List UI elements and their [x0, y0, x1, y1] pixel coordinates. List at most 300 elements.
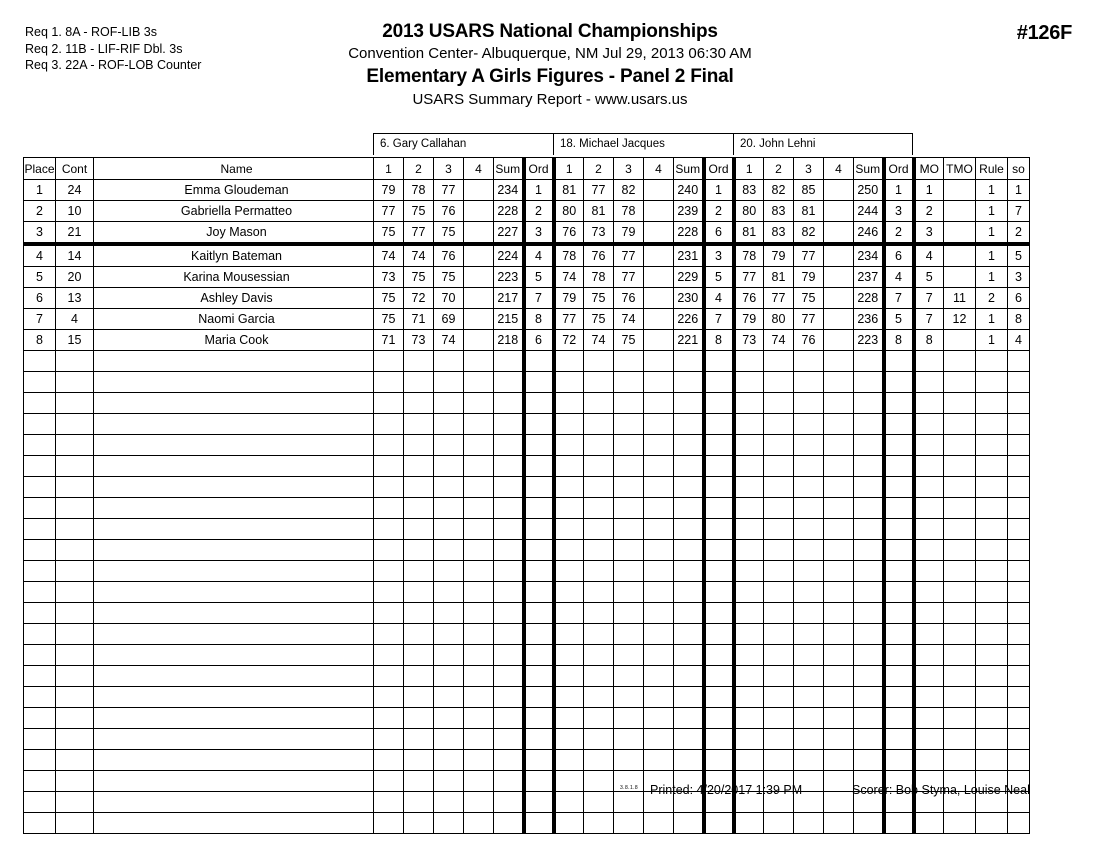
cell-empty	[914, 813, 944, 834]
cell-empty	[854, 456, 884, 477]
cell-empty	[644, 813, 674, 834]
cell-empty	[734, 414, 764, 435]
cell-empty	[884, 582, 914, 603]
cell-j1-sum: 228	[494, 201, 524, 222]
cell-empty	[794, 393, 824, 414]
cell-empty	[94, 456, 374, 477]
cell-empty	[374, 624, 404, 645]
cell-empty	[494, 582, 524, 603]
cell-empty	[584, 435, 614, 456]
cell-empty	[734, 624, 764, 645]
cell-empty	[1008, 582, 1030, 603]
cell-empty	[824, 372, 854, 393]
cell-empty	[614, 645, 644, 666]
cell-empty	[914, 435, 944, 456]
cell-total-majority-ordinal	[944, 267, 976, 288]
cell-majority-ordinal: 4	[914, 244, 944, 267]
col-header-so: so	[1008, 158, 1030, 180]
cell-empty	[464, 729, 494, 750]
cell-empty	[614, 414, 644, 435]
cell-empty	[674, 456, 704, 477]
cell-empty	[734, 603, 764, 624]
cell-j1-figure-4	[464, 244, 494, 267]
cell-empty	[884, 813, 914, 834]
cell-empty	[464, 561, 494, 582]
cell-empty	[434, 519, 464, 540]
cell-empty	[764, 813, 794, 834]
cell-empty	[494, 498, 524, 519]
cell-empty	[644, 645, 674, 666]
cell-empty	[734, 582, 764, 603]
cell-majority-ordinal: 5	[914, 267, 944, 288]
cell-empty	[854, 351, 884, 372]
cell-skate-order: 5	[1008, 244, 1030, 267]
cell-j3-figure-4	[824, 201, 854, 222]
cell-j1-ord: 3	[524, 222, 554, 245]
cell-empty	[404, 393, 434, 414]
cell-empty	[464, 456, 494, 477]
requirement-item: Req 1. 8A - ROF-LIB 3s	[25, 25, 157, 39]
col-header-j2-sum: Sum	[674, 158, 704, 180]
cell-empty	[94, 687, 374, 708]
cell-j3-ord: 8	[884, 330, 914, 351]
cell-empty	[434, 645, 464, 666]
cell-empty	[794, 624, 824, 645]
cell-empty	[374, 414, 404, 435]
cell-empty	[434, 750, 464, 771]
cell-empty	[884, 351, 914, 372]
cell-empty	[404, 540, 434, 561]
cell-empty	[914, 645, 944, 666]
cell-j2-figure-3: 75	[614, 330, 644, 351]
cell-empty	[524, 372, 554, 393]
championship-title: 2013 USARS National Championships	[382, 21, 718, 42]
cell-empty	[584, 813, 614, 834]
cell-j3-figure-1: 78	[734, 244, 764, 267]
cell-empty	[94, 435, 374, 456]
cell-empty	[824, 813, 854, 834]
cell-j3-figure-3: 79	[794, 267, 824, 288]
cell-empty	[824, 498, 854, 519]
cell-empty	[704, 519, 734, 540]
cell-total-majority-ordinal	[944, 222, 976, 245]
cell-j3-figure-1: 81	[734, 222, 764, 245]
cell-j3-sum: 228	[854, 288, 884, 309]
cell-j2-figure-2: 75	[584, 288, 614, 309]
cell-empty	[94, 540, 374, 561]
cell-j3-figure-2: 81	[764, 267, 794, 288]
cell-empty	[854, 645, 884, 666]
cell-j3-ord: 5	[884, 309, 914, 330]
cell-empty	[56, 519, 94, 540]
cell-empty	[734, 540, 764, 561]
cell-skate-order: 1	[1008, 180, 1030, 201]
cell-empty	[524, 519, 554, 540]
cell-empty	[56, 729, 94, 750]
cell-empty	[734, 351, 764, 372]
table-row-empty	[24, 666, 1030, 687]
cell-j3-ord: 4	[884, 267, 914, 288]
cell-empty	[524, 561, 554, 582]
cell-empty	[704, 729, 734, 750]
cell-empty	[464, 435, 494, 456]
cell-empty	[764, 624, 794, 645]
cell-empty	[434, 351, 464, 372]
cell-empty	[644, 687, 674, 708]
cell-j3-figure-4	[824, 244, 854, 267]
cell-empty	[764, 456, 794, 477]
cell-empty	[704, 582, 734, 603]
cell-empty	[1008, 351, 1030, 372]
cell-empty	[464, 645, 494, 666]
cell-empty	[94, 708, 374, 729]
cell-j2-ord: 2	[704, 201, 734, 222]
cell-empty	[24, 477, 56, 498]
cell-empty	[854, 414, 884, 435]
cell-empty	[404, 624, 434, 645]
cell-empty	[374, 666, 404, 687]
cell-total-majority-ordinal: 12	[944, 309, 976, 330]
cell-empty	[434, 435, 464, 456]
software-version: 3.8.1.8	[620, 785, 639, 791]
cell-j3-figure-3: 77	[794, 244, 824, 267]
cell-empty	[644, 372, 674, 393]
col-header-cont: Cont	[56, 158, 94, 180]
cell-empty	[764, 351, 794, 372]
cell-j1-figure-2: 72	[404, 288, 434, 309]
cell-empty	[94, 729, 374, 750]
cell-j2-figure-3: 77	[614, 244, 644, 267]
table-row-empty	[24, 435, 1030, 456]
table-row	[24, 222, 1030, 245]
cell-majority-ordinal: 8	[914, 330, 944, 351]
cell-empty	[614, 750, 644, 771]
cell-empty	[94, 645, 374, 666]
cell-empty	[554, 393, 584, 414]
cell-j2-sum: 230	[674, 288, 704, 309]
cell-empty	[734, 561, 764, 582]
cell-empty	[584, 477, 614, 498]
col-header-j2-fig1: 1	[554, 158, 584, 180]
cell-empty	[884, 603, 914, 624]
cell-empty	[704, 540, 734, 561]
cell-empty	[944, 645, 976, 666]
col-header-j3-ord: Ord	[884, 158, 914, 180]
cell-empty	[644, 750, 674, 771]
cell-empty	[674, 603, 704, 624]
cell-empty	[944, 582, 976, 603]
cell-empty	[24, 729, 56, 750]
cell-j3-figure-3: 81	[794, 201, 824, 222]
cell-empty	[704, 414, 734, 435]
cell-empty	[944, 750, 976, 771]
cell-empty	[56, 813, 94, 834]
venue-datetime-line: Convention Center- Albuquerque, NM Jul 29, 2013 06:30 AM	[348, 45, 752, 62]
cell-empty	[374, 603, 404, 624]
cell-j2-figure-3: 78	[614, 201, 644, 222]
cell-j1-figure-2: 73	[404, 330, 434, 351]
cell-j1-ord: 6	[524, 330, 554, 351]
cell-empty	[704, 351, 734, 372]
cell-empty	[434, 813, 464, 834]
cell-empty	[914, 351, 944, 372]
cell-place: 2	[24, 201, 56, 222]
cell-empty	[824, 477, 854, 498]
cell-j1-figure-2: 78	[404, 180, 434, 201]
cell-j1-ord: 7	[524, 288, 554, 309]
cell-empty	[976, 687, 1008, 708]
cell-empty	[674, 708, 704, 729]
cell-empty	[374, 561, 404, 582]
cell-j1-figure-2: 75	[404, 201, 434, 222]
cell-empty	[704, 645, 734, 666]
cell-empty	[494, 561, 524, 582]
cell-skater-name: Kaitlyn Bateman	[94, 244, 374, 267]
cell-j1-figure-1: 73	[374, 267, 404, 288]
cell-j1-figure-1: 79	[374, 180, 404, 201]
cell-empty	[584, 351, 614, 372]
cell-empty	[404, 456, 434, 477]
cell-empty	[674, 372, 704, 393]
cell-empty	[914, 498, 944, 519]
cell-empty	[24, 708, 56, 729]
cell-empty	[674, 414, 704, 435]
cell-empty	[554, 561, 584, 582]
cell-empty	[704, 708, 734, 729]
cell-j2-figure-1: 79	[554, 288, 584, 309]
cell-empty	[674, 729, 704, 750]
cell-empty	[494, 477, 524, 498]
cell-j2-figure-4	[644, 309, 674, 330]
cell-empty	[1008, 435, 1030, 456]
cell-j2-figure-2: 81	[584, 201, 614, 222]
table-row	[24, 201, 1030, 222]
cell-empty	[614, 666, 644, 687]
cell-empty	[434, 393, 464, 414]
cell-place: 4	[24, 244, 56, 267]
col-header-j3-fig1: 1	[734, 158, 764, 180]
cell-j2-figure-1: 76	[554, 222, 584, 245]
cell-j3-figure-3: 77	[794, 309, 824, 330]
cell-empty	[674, 561, 704, 582]
cell-empty	[614, 813, 644, 834]
cell-empty	[554, 456, 584, 477]
cell-j2-figure-4	[644, 267, 674, 288]
cell-empty	[644, 351, 674, 372]
cell-j1-figure-3: 69	[434, 309, 464, 330]
cell-empty	[24, 624, 56, 645]
cell-empty	[644, 729, 674, 750]
cell-j3-figure-2: 83	[764, 222, 794, 245]
table-row-empty	[24, 456, 1030, 477]
cell-j3-figure-1: 73	[734, 330, 764, 351]
col-header-j1-fig1: 1	[374, 158, 404, 180]
cell-empty	[824, 603, 854, 624]
table-row	[24, 288, 1030, 309]
table-row-empty	[24, 477, 1030, 498]
cell-empty	[704, 624, 734, 645]
cell-empty	[374, 519, 404, 540]
scorer-credits: Scorer: Bob Styma, Louise Neal	[852, 783, 1030, 797]
cell-empty	[404, 498, 434, 519]
cell-empty	[374, 813, 404, 834]
cell-empty	[944, 561, 976, 582]
cell-empty	[794, 540, 824, 561]
cell-empty	[494, 687, 524, 708]
cell-empty	[884, 519, 914, 540]
cell-j2-sum: 240	[674, 180, 704, 201]
col-header-j1-fig4: 4	[464, 158, 494, 180]
cell-empty	[94, 561, 374, 582]
cell-empty	[644, 414, 674, 435]
cell-empty	[674, 519, 704, 540]
cell-empty	[614, 687, 644, 708]
cell-empty	[374, 498, 404, 519]
cell-j1-figure-4	[464, 267, 494, 288]
cell-j3-figure-2: 79	[764, 244, 794, 267]
cell-empty	[764, 687, 794, 708]
cell-empty	[644, 456, 674, 477]
cell-empty	[404, 414, 434, 435]
cell-empty	[94, 624, 374, 645]
cell-j2-ord: 5	[704, 267, 734, 288]
cell-j3-sum: 223	[854, 330, 884, 351]
cell-empty	[854, 393, 884, 414]
cell-empty	[884, 729, 914, 750]
cell-rule: 1	[976, 330, 1008, 351]
cell-rule: 1	[976, 201, 1008, 222]
cell-empty	[944, 708, 976, 729]
cell-j1-figure-3: 77	[434, 180, 464, 201]
judge-band	[373, 133, 913, 155]
cell-j3-ord: 1	[884, 180, 914, 201]
cell-empty	[854, 813, 884, 834]
cell-empty	[704, 750, 734, 771]
cell-empty	[674, 393, 704, 414]
cell-empty	[794, 519, 824, 540]
cell-empty	[764, 393, 794, 414]
cell-empty	[764, 645, 794, 666]
col-header-j3-fig2: 2	[764, 158, 794, 180]
cell-empty	[1008, 666, 1030, 687]
cell-empty	[524, 498, 554, 519]
table-row-empty	[24, 624, 1030, 645]
cell-empty	[24, 540, 56, 561]
cell-empty	[854, 582, 884, 603]
cell-empty	[794, 750, 824, 771]
table-row-empty	[24, 813, 1030, 834]
cell-empty	[1008, 624, 1030, 645]
cell-j1-ord: 4	[524, 244, 554, 267]
table-row-empty	[24, 708, 1030, 729]
cell-empty	[824, 729, 854, 750]
table-row	[24, 180, 1030, 201]
cell-empty	[56, 540, 94, 561]
cell-empty	[794, 582, 824, 603]
cell-empty	[734, 456, 764, 477]
cell-empty	[976, 519, 1008, 540]
cell-j2-figure-3: 76	[614, 288, 644, 309]
cell-empty	[794, 729, 824, 750]
cell-empty	[24, 456, 56, 477]
cell-j1-ord: 2	[524, 201, 554, 222]
cell-empty	[584, 519, 614, 540]
cell-empty	[524, 624, 554, 645]
cell-j3-sum: 237	[854, 267, 884, 288]
cell-j1-sum: 223	[494, 267, 524, 288]
cell-empty	[94, 666, 374, 687]
table-row-empty	[24, 540, 1030, 561]
cell-empty	[914, 561, 944, 582]
cell-empty	[794, 372, 824, 393]
cell-skate-order: 7	[1008, 201, 1030, 222]
cell-empty	[976, 624, 1008, 645]
cell-empty	[584, 666, 614, 687]
col-header-j2-ord: Ord	[704, 158, 734, 180]
cell-empty	[794, 813, 824, 834]
cell-empty	[494, 540, 524, 561]
cell-j2-ord: 4	[704, 288, 734, 309]
cell-empty	[704, 561, 734, 582]
cell-empty	[374, 435, 404, 456]
col-header-j3-sum: Sum	[854, 158, 884, 180]
cell-empty	[434, 498, 464, 519]
cell-empty	[674, 624, 704, 645]
cell-empty	[944, 687, 976, 708]
cell-empty	[554, 645, 584, 666]
cell-j1-figure-3: 75	[434, 222, 464, 245]
cell-empty	[824, 624, 854, 645]
cell-empty	[614, 603, 644, 624]
cell-empty	[704, 813, 734, 834]
cell-empty	[704, 435, 734, 456]
cell-j3-figure-4	[824, 288, 854, 309]
cell-empty	[914, 372, 944, 393]
cell-rule: 1	[976, 244, 1008, 267]
cell-empty	[884, 456, 914, 477]
cell-empty	[976, 435, 1008, 456]
cell-j2-figure-4	[644, 180, 674, 201]
cell-empty	[764, 540, 794, 561]
cell-j1-figure-1: 71	[374, 330, 404, 351]
cell-empty	[854, 666, 884, 687]
cell-empty	[644, 708, 674, 729]
cell-empty	[1008, 561, 1030, 582]
cell-empty	[24, 351, 56, 372]
cell-empty	[404, 603, 434, 624]
cell-empty	[554, 750, 584, 771]
cell-empty	[824, 582, 854, 603]
cell-j1-sum: 218	[494, 330, 524, 351]
cell-empty	[794, 645, 824, 666]
judge-header-1: 6. Gary Callahan	[373, 133, 553, 155]
cell-empty	[854, 435, 884, 456]
cell-contestant-number: 13	[56, 288, 94, 309]
cell-j1-sum: 224	[494, 244, 524, 267]
cell-j3-figure-2: 77	[764, 288, 794, 309]
cell-j1-figure-4	[464, 309, 494, 330]
event-number-badge: #126F	[1016, 22, 1072, 44]
cell-empty	[524, 582, 554, 603]
cell-empty	[734, 687, 764, 708]
cell-empty	[704, 456, 734, 477]
cell-empty	[374, 708, 404, 729]
cell-j3-sum: 244	[854, 201, 884, 222]
cell-empty	[494, 813, 524, 834]
cell-j2-figure-2: 73	[584, 222, 614, 245]
cell-empty	[374, 477, 404, 498]
cell-empty	[794, 414, 824, 435]
